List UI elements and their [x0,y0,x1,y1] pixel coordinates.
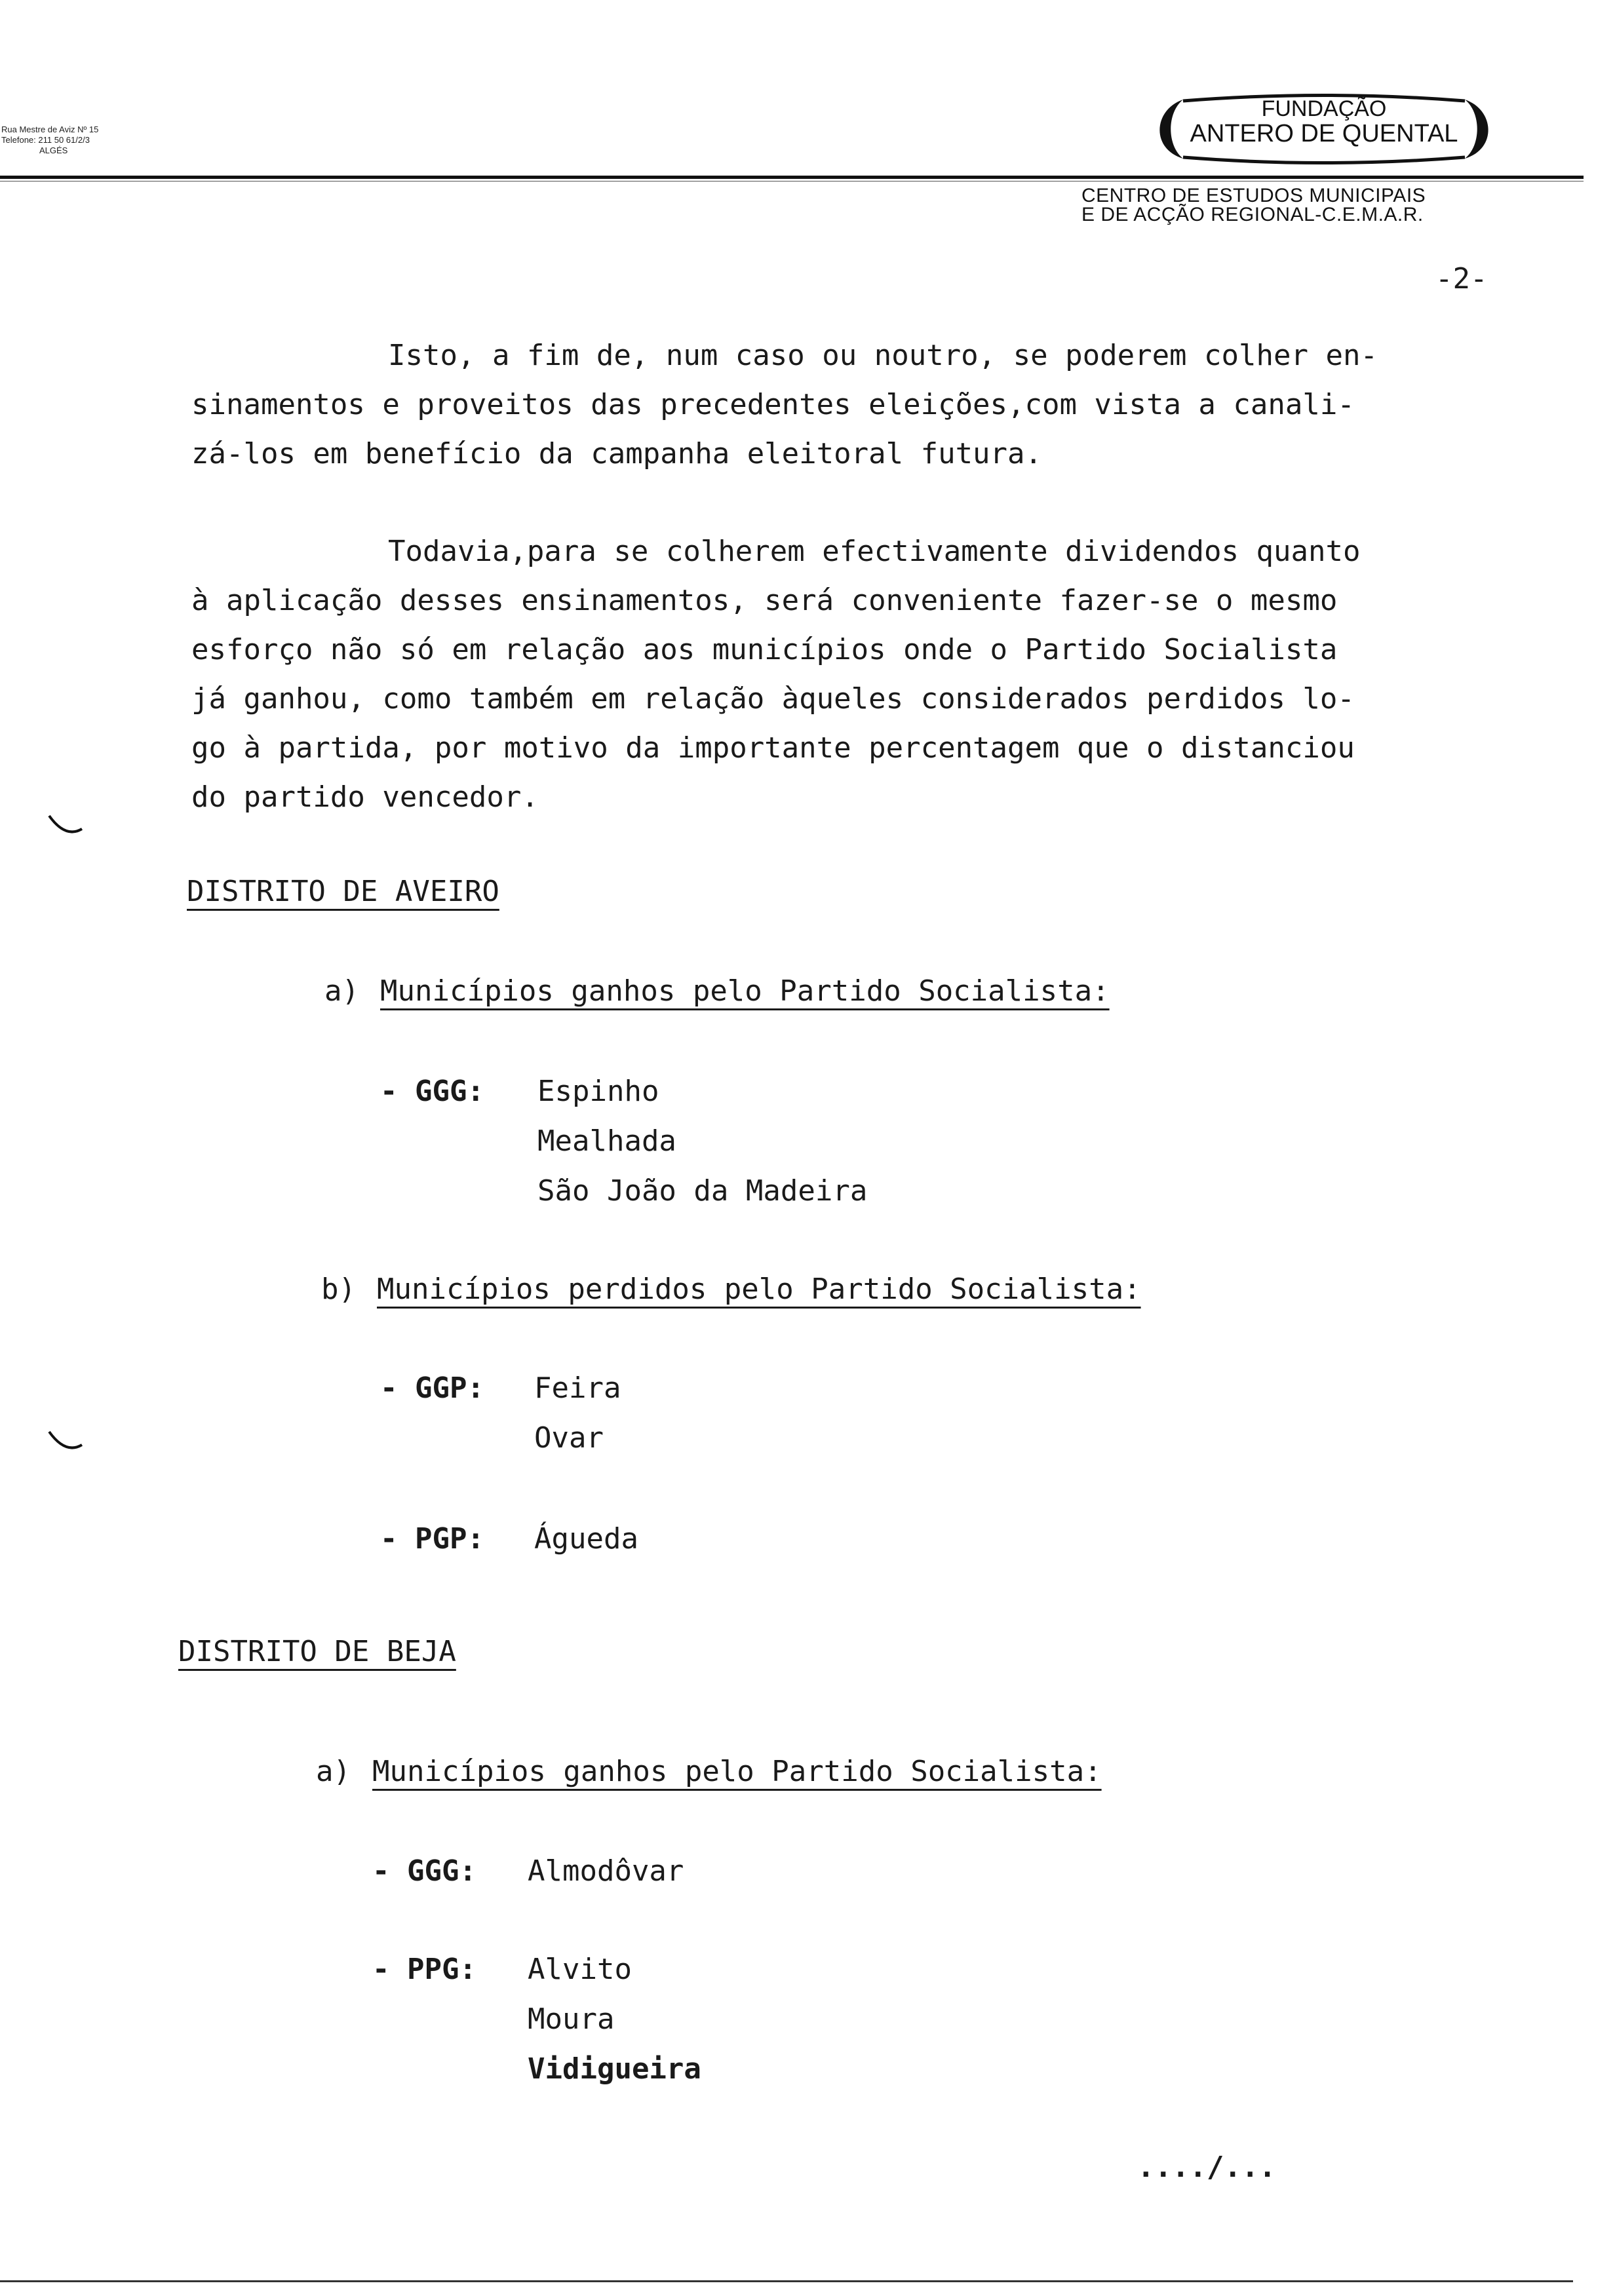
header-rule-thin [0,181,1584,182]
logo-line-1: FUNDAÇÃO [1261,96,1387,121]
municipality: Moura [528,2002,615,2036]
municipality: Alvito [528,1953,632,1986]
paragraph-1-line-3: zá-los em benefício da campanha eleitoral futura. [191,437,1043,470]
page-number: -2- [1435,262,1488,296]
paragraph-1-line-2: sinamentos e proveitos das precedentes eleições,com vista a canali- [191,388,1355,421]
section-heading: Municípios ganhos pelo Partido Socialista: [372,1755,1102,1788]
address-line-3: ALGÉS [39,145,68,155]
header-rule [0,176,1584,179]
logo-line-2: ANTERO DE QUENTAL [1190,120,1458,147]
paragraph-2-line-6: do partido vencedor. [191,780,539,814]
section-letter: a) [316,1755,351,1788]
district-title-aveiro: DISTRITO DE AVEIRO [187,875,499,908]
municipality: Águeda [534,1522,638,1556]
municipality: Vidigueira [528,2052,701,2086]
municipality: Ovar [534,1421,604,1455]
footer-rule [0,2280,1573,2282]
section-heading: Municípios perdidos pelo Partido Socialista: [377,1272,1141,1306]
paragraph-2-line-5: go à partida, por motivo da importante percentagem que o distanciou [191,731,1355,765]
district-title-beja: DISTRITO DE BEJA [178,1635,456,1668]
paragraph-2-line-4: já ganhou, como também em relação àqueles considerados perdidos lo- [191,682,1355,716]
municipality: São João da Madeira [537,1174,868,1208]
centre-line-2: E DE ACÇÃO REGIONAL-C.E.M.A.R. [1081,204,1424,225]
centre-line-1: CENTRO DE ESTUDOS MUNICIPAIS [1081,185,1426,206]
group-code: - GGP: [380,1371,484,1405]
group-code: - PGP: [380,1522,484,1556]
punch-mark [46,809,85,845]
paragraph-1-line-1: Isto, a fim de, num caso ou noutro, se poderem colher en- [388,339,1378,372]
group-code: - GGG: [380,1075,484,1108]
paragraph-2-line-2: à aplicação desses ensinamentos, será conveniente fazer-se o mesmo [191,584,1338,617]
section-letter: a) [324,974,359,1008]
paragraph-2-line-1: Todavia,para se colherem efectivamente dividendos quanto [388,535,1361,568]
group-code: - PPG: [372,1953,477,1986]
address-line-2: Telefone: 211 50 61/2/3 [1,135,90,145]
continuation-mark: ..../... [1137,2151,1276,2184]
municipality: Almodôvar [528,1854,684,1888]
section-heading: Municípios ganhos pelo Partido Socialista: [380,974,1110,1008]
group-code: - GGG: [372,1854,477,1888]
municipality: Feira [534,1371,621,1405]
section-letter: b) [321,1272,356,1306]
municipality: Espinho [537,1075,659,1108]
municipality: Mealhada [537,1124,676,1158]
address-line-1: Rua Mestre de Aviz Nº 15 [1,124,99,134]
paragraph-2-line-3: esforço não só em relação aos municípios onde o Partido Socialista [191,633,1338,666]
punch-mark [46,1425,85,1461]
